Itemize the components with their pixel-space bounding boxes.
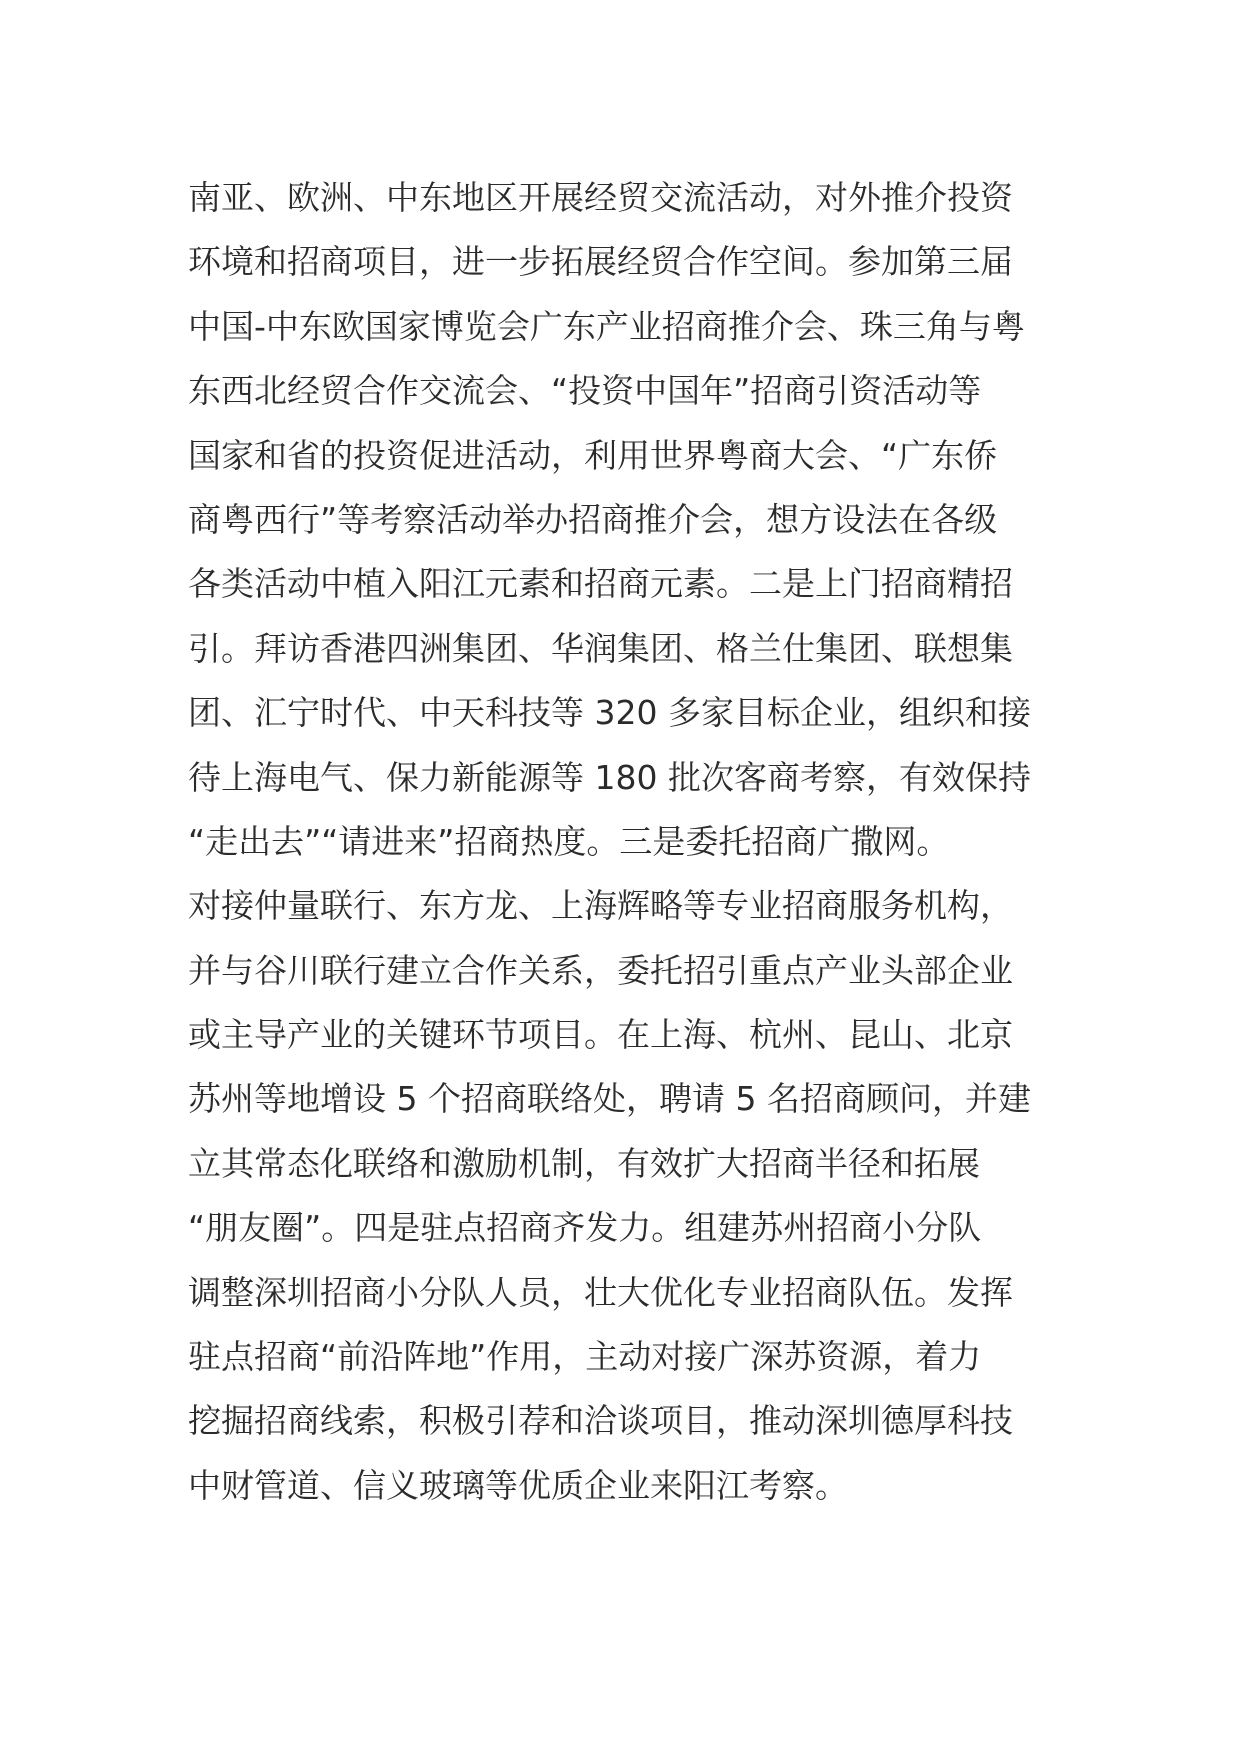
text-line: 立其常态化联络和激励机制，有效扩大招商半径和拓展 xyxy=(188,1143,980,1183)
text-line: 对接仲量联行、东方龙、上海辉略等专业招商服务机构， xyxy=(188,886,1013,926)
text-line: “朋友圈”。四是驻点招商齐发力。组建苏州招商小分队 xyxy=(188,1208,982,1248)
text-line: 或主导产业的关键环节项目。在上海、杭州、昆山、北京 xyxy=(188,1015,1013,1055)
text-line: “走出去”“请进来”招商热度。三是委托招商广撒网。 xyxy=(188,821,950,861)
text-line: 中国-中东欧国家博览会广东产业招商推介会、珠三角与粤 xyxy=(188,306,1025,346)
text-line: 苏州等地增设 5 个招商联络处，聘请 5 名招商顾问，并建 xyxy=(188,1079,1031,1119)
text-line: 引。拜访香港四洲集团、华润集团、格兰仕集团、联想集 xyxy=(188,628,1013,668)
text-line: 驻点招商“前沿阵地”作用，主动对接广深苏资源，着力 xyxy=(188,1337,982,1377)
text-line: 南亚、欧洲、中东地区开展经贸交流活动，对外推介投资 xyxy=(188,178,1013,217)
text-line: 挖掘招商线索，积极引荐和洽谈项目，推动深圳德厚科技 xyxy=(188,1401,1013,1441)
text-line: 中财管道、信义玻璃等优质企业来阳江考察。 xyxy=(188,1465,848,1505)
text-line: 国家和省的投资促进活动，利用世界粤商大会、“广东侨 xyxy=(188,435,998,475)
body-paragraph xyxy=(188,166,1068,1518)
text-line: 各类活动中植入阳江元素和招商元素。二是上门招商精招 xyxy=(188,564,1013,604)
text-line: 并与谷川联行建立合作关系，委托招引重点产业头部企业 xyxy=(188,950,1013,990)
text-line: 调整深圳招商小分队人员，壮大优化专业招商队伍。发挥 xyxy=(188,1272,1013,1312)
text-line: 商粤西行”等考察活动举办招商推介会，想方设法在各级 xyxy=(188,499,998,539)
text-line: 东西北经贸合作交流会、“投资中国年”招商引资活动等 xyxy=(188,371,982,411)
text-line: 待上海电气、保力新能源等 180 批次客商考察，有效保持 xyxy=(188,757,1031,797)
text-line: 团、汇宁时代、中天科技等 320 多家目标企业，组织和接 xyxy=(188,693,1031,733)
text-line: 环境和招商项目，进一步拓展经贸合作空间。参加第三届 xyxy=(188,242,1013,282)
